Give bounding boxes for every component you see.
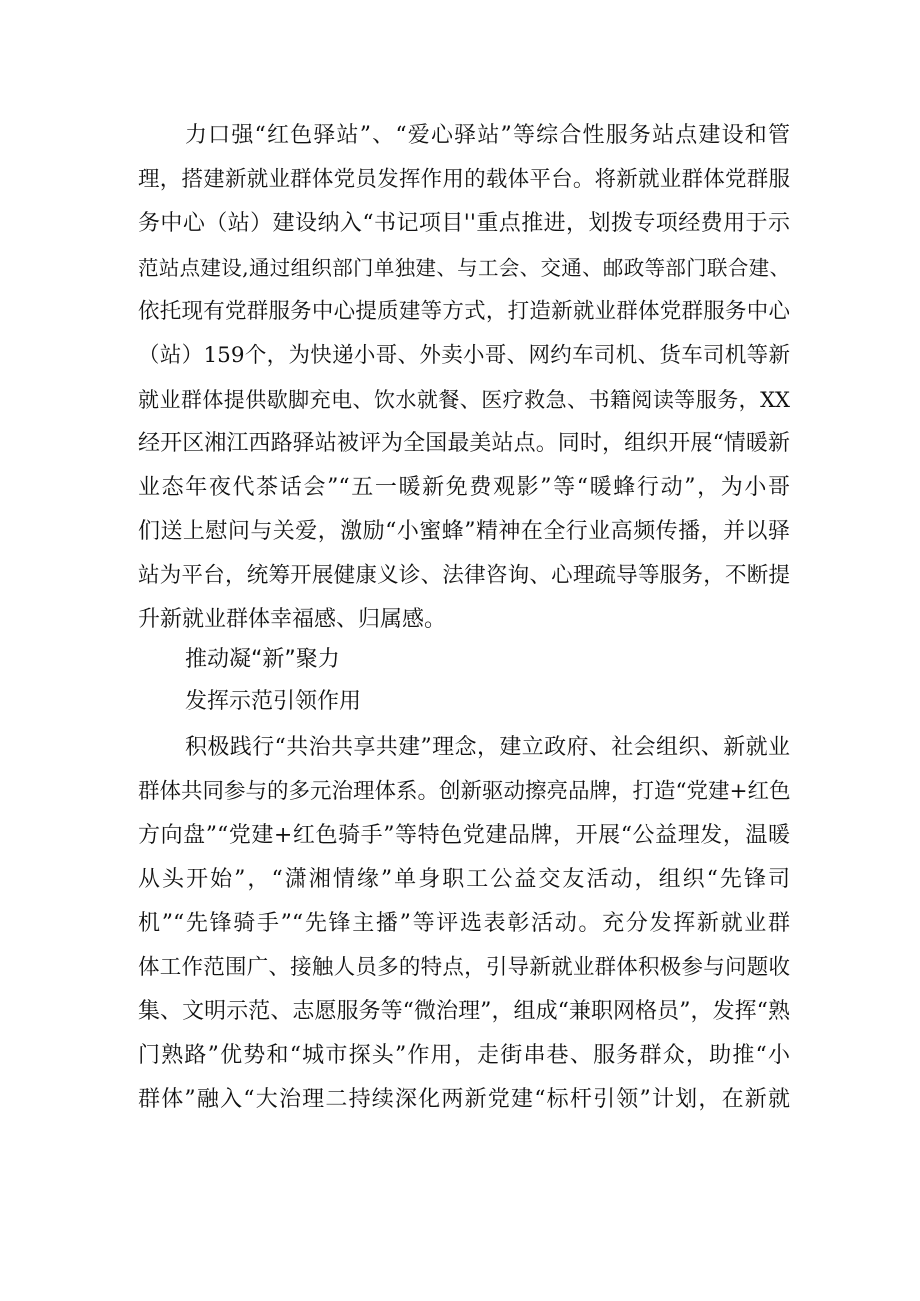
paragraph2-line-2: 群体共同参与的多元治理体系。创新驱动擦亮品牌，打造“党建+红色	[138, 779, 791, 804]
paragraph1-line-5: 依托现有党群服务中心提质建等方式，打造新就业群体党群服务中心	[138, 299, 790, 324]
paragraph2-line-5: 机”“先锋骑手”“先锋主播”等评选表彰活动。充分发挥新就业群	[138, 911, 790, 936]
paragraph1-line-6: （站）159个，为快递小哥、外卖小哥、网约车司机、货车司机等新	[138, 343, 790, 368]
section-heading-1: 推动凝“新”聚力	[185, 647, 340, 672]
paragraph2-line-1: 积极践行“共治共享共建”理念，建立政府、社会组织、新就业	[185, 735, 790, 760]
paragraph2-line-9: 群体”融入“大治理二持续深化两新党建“标杆引领”计划，在新就	[138, 1087, 790, 1112]
paragraph1-line-2: 理，搭建新就业群体党员发挥作用的载体平台。将新就业群体党群服	[138, 167, 790, 192]
paragraph1-line-10: 们送上慰问与关爱，激励“小蜜蜂”精神在全行业高频传播，并以驿	[138, 519, 790, 544]
paragraph1-line-4: 范站点建设,通过组织部门单独建、与工会、交通、邮政等部门联合建、	[138, 256, 790, 280]
paragraph2-line-3: 方向盘”“党建+红色骑手”等特色党建品牌，开展“公益理发，温暖	[138, 823, 790, 848]
paragraph1-line-8: 经开区湘江西路驿站被评为全国最美站点。同时，组织开展“情暖新	[138, 431, 790, 456]
paragraph1-line-3: 务中心（站）建设纳入“书记项目''重点推进，划拨专项经费用于示	[138, 211, 790, 236]
paragraph1-line-11: 站为平台，统筹开展健康义诊、法律咨询、心理疏导等服务，不断提	[138, 563, 790, 588]
paragraph2-line-4: 从头开始”，“潇湘情缘”单身职工公益交友活动，组织“先锋司	[138, 867, 790, 892]
paragraph1-line-12: 升新就业群体幸福感、归属感。	[138, 607, 447, 632]
paragraph1-line-1: 力口强“红色驿站”、“爱心驿站”等综合性服务站点建设和管	[185, 123, 790, 148]
paragraph2-line-6: 体工作范围广、接触人员多的特点，引导新就业群体积极参与问题收	[138, 955, 790, 980]
paragraph1-line-9: 业态年夜代茶话会”“五一暖新免费观影”等“暖蜂行动”，为小哥	[138, 475, 790, 500]
paragraph1-line-7: 就业群体提供歇脚充电、饮水就餐、医疗救急、书籍阅读等服务，XX	[138, 388, 790, 412]
section-heading-2: 发挥示范引领作用	[185, 689, 362, 714]
paragraph2-line-7: 集、文明示范、志愿服务等“微治理”，组成“兼职网格员”，发挥“熟	[138, 999, 790, 1024]
paragraph2-line-8: 门熟路”优势和“城市探头”作用，走街串巷、服务群众，助推“小	[138, 1043, 790, 1068]
